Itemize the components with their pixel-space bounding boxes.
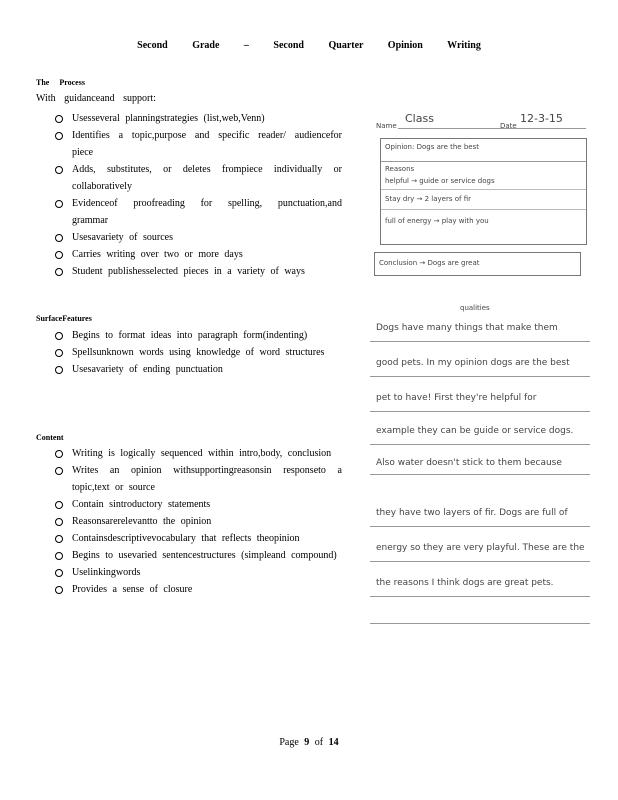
organizer-opinion: Opinion: Dogs are the best [385,143,479,151]
list-item: Usesseveral planningstrategies (list,web,Venn) [52,110,342,127]
process-list [52,110,342,280]
writing-line: Also water doesn't stick to them because [376,458,562,468]
organizer-reasons-label: Reasons [385,165,415,173]
list-item: Writes an opinion withsupportingreasonsin responseto a topic,text or source [52,462,342,496]
list-item: Writing is logically sequenced within intro,body, conclusion [52,445,342,462]
footer-page: 9 [304,737,310,748]
organizer-conclusion: Conclusion → Dogs are great [379,259,480,267]
writing-line: the reasons I think dogs are great pets. [376,578,554,588]
list-item: Begins to usevaried sentencestructures (simpleand compound) [52,547,342,564]
graphic-organizer [380,138,587,245]
date-label: Date [500,122,517,130]
list-item: Spellsunknown words using knowledge of word structures [52,344,342,361]
writing-line: good pets. In my opinion dogs are the best [376,358,570,368]
footer-total: 14 [328,737,339,748]
list-item: Begins to format ideas into paragraph form(indenting) [52,327,342,344]
content-list [52,445,342,598]
organizer-reason: Stay dry → 2 layers of fir [385,195,471,203]
list-item: Usesavariety of ending punctuation [52,361,342,378]
list-item: Reasonsarerelevantto the opinion [52,513,342,530]
writing-line: Dogs have many things that make them [376,323,558,333]
list-item: Adds, substitutes, or deletes frompiece individually or collaboratively [52,161,342,195]
writing-line: example they can be guide or service dogs. [376,426,574,436]
footer-prefix: Page [279,737,299,748]
section-heading-process: The Process [36,78,85,87]
list-item: Carries writing over two or more days [52,246,342,263]
surface-list [52,327,342,378]
list-item: Usesavariety of sources [52,229,342,246]
name-label: Name [376,122,397,130]
writing-line: they have two layers of fir. Dogs are full of [376,508,568,518]
student-writing-sample [370,108,595,643]
footer-sep: of [314,737,324,748]
process-intro: With guidanceand support: [36,93,156,104]
page-footer [0,737,618,748]
list-item: Containsdescriptivevocabulary that reflects theopinion [52,530,342,547]
section-heading-content: Content [36,433,64,442]
sample-heading-word: qualities [460,304,490,312]
list-item: Uselinkingwords [52,564,342,581]
list-item: Evidenceof proofreading for spelling, punctuation,and grammar [52,195,342,229]
name-value: Class [405,112,434,125]
conclusion-box [374,252,581,276]
list-item: Identifies a topic,purpose and specific reader/ audiencefor piece [52,127,342,161]
list-item: Contain sintroductory statements [52,496,342,513]
list-item: Provides a sense of closure [52,581,342,598]
organizer-reason: full of energy → play with you [385,217,489,225]
section-heading-surface: SurfaceFeatures [36,314,92,323]
organizer-reason: helpful → guide or service dogs [385,177,495,185]
writing-line: energy so they are very playful. These are the [376,543,585,553]
writing-line: pet to have! First they're helpful for [376,393,537,403]
page-title: Second Grade – Second Quarter Opinion Writing [137,40,481,51]
date-value: 12-3-15 [520,112,563,125]
list-item: Student publishesselected pieces in a variety of ways [52,263,342,280]
